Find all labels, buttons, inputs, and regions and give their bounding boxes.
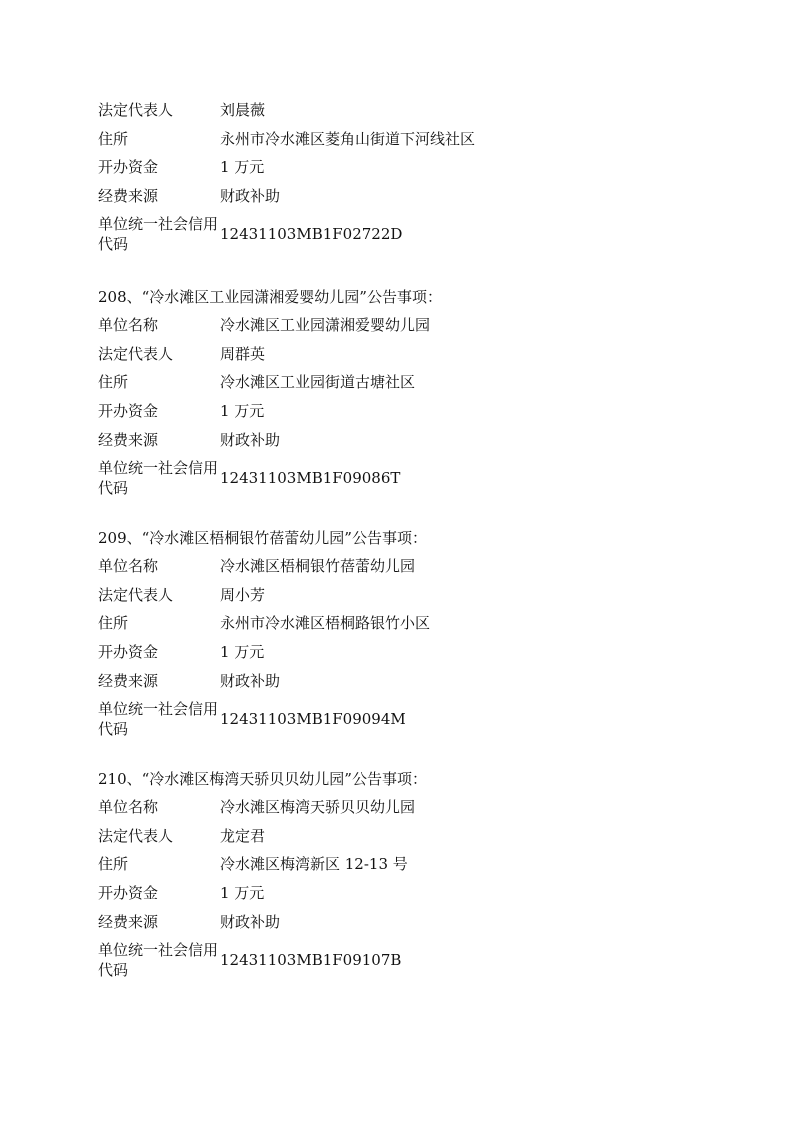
- row-label: 单位名称: [98, 557, 159, 576]
- info-row: [98, 609, 718, 638]
- info-row: [98, 125, 718, 154]
- row-label: 单位名称: [98, 316, 159, 335]
- row-label: 开办资金: [98, 643, 159, 662]
- row-value: 周小芳: [220, 585, 266, 604]
- info-row: [98, 695, 718, 743]
- announcement-entry: [98, 765, 718, 984]
- row-label: 经费来源: [98, 187, 159, 206]
- info-row: [98, 311, 718, 340]
- entry-heading: 210、“冷水滩区梅湾天骄贝贝幼儿园”公告事项：: [98, 770, 427, 788]
- row-label: 法定代表人: [98, 101, 174, 120]
- row-value: 冷水滩区梅湾新区 12-13 号: [220, 855, 408, 874]
- row-label: 经费来源: [98, 912, 159, 931]
- info-row: [98, 822, 718, 851]
- info-row: [98, 638, 718, 667]
- row-label: 单位统一社会信用代码: [98, 458, 219, 497]
- info-row: [98, 666, 718, 695]
- row-label: 单位统一社会信用代码: [98, 699, 219, 738]
- row-label: 单位名称: [98, 798, 159, 817]
- row-value: 12431103MB1F09086T: [220, 468, 401, 487]
- row-label: 住所: [98, 373, 129, 392]
- row-label: 开办资金: [98, 402, 159, 421]
- row-value: 财政补助: [220, 671, 281, 690]
- row-value: 1 万元: [220, 158, 265, 177]
- row-label: 经费来源: [98, 430, 159, 449]
- announcement-entry: [98, 524, 718, 743]
- row-value: 12431103MB1F09107B: [220, 950, 402, 969]
- row-value: 12431103MB1F09094M: [220, 709, 406, 728]
- row-label: 单位统一社会信用代码: [98, 940, 219, 979]
- row-value: 冷水滩区工业园潇湘爱婴幼儿园: [220, 316, 431, 335]
- row-value: 刘晨薇: [220, 101, 266, 120]
- row-label: 经费来源: [98, 671, 159, 690]
- entry-continuation: [98, 96, 718, 258]
- entry-heading: 209、“冷水滩区梧桐银竹蓓蕾幼儿园”公告事项：: [98, 529, 427, 547]
- info-row: [98, 153, 718, 182]
- info-row: [98, 793, 718, 822]
- row-label: 法定代表人: [98, 826, 174, 845]
- info-row: [98, 850, 718, 879]
- info-row: [98, 397, 718, 426]
- info-row: [98, 96, 718, 125]
- info-row: [98, 907, 718, 936]
- row-label: 住所: [98, 129, 129, 148]
- info-row: [98, 340, 718, 369]
- row-label: 住所: [98, 855, 129, 874]
- row-label: 开办资金: [98, 884, 159, 903]
- row-value: 1 万元: [220, 643, 265, 662]
- row-value: 永州市冷水滩区菱角山街道下河线社区: [220, 129, 476, 148]
- info-row: [98, 552, 718, 581]
- row-value: 财政补助: [220, 430, 281, 449]
- row-value: 周群英: [220, 344, 266, 363]
- row-value: 1 万元: [220, 884, 265, 903]
- row-label: 法定代表人: [98, 344, 174, 363]
- row-value: 冷水滩区梅湾天骄贝贝幼儿园: [220, 798, 416, 817]
- row-value: 1 万元: [220, 402, 265, 421]
- row-value: 龙定君: [220, 826, 266, 845]
- info-row: [98, 425, 718, 454]
- row-value: 财政补助: [220, 187, 281, 206]
- entry-heading: 208、“冷水滩区工业园潇湘爱婴幼儿园”公告事项：: [98, 288, 442, 306]
- row-value: 永州市冷水滩区梧桐路银竹小区: [220, 614, 431, 633]
- info-row: [98, 454, 718, 502]
- info-row: [98, 581, 718, 610]
- row-value: 冷水滩区工业园街道古塘社区: [220, 373, 416, 392]
- info-row: [98, 879, 718, 908]
- info-row: [98, 936, 718, 984]
- info-row: [98, 368, 718, 397]
- info-row: [98, 210, 718, 258]
- info-row: [98, 182, 718, 211]
- row-label: 开办资金: [98, 158, 159, 177]
- row-value: 冷水滩区梧桐银竹蓓蕾幼儿园: [220, 557, 416, 576]
- row-value: 12431103MB1F02722D: [220, 225, 403, 244]
- announcement-entry: [98, 283, 718, 502]
- row-label: 住所: [98, 614, 129, 633]
- row-label: 法定代表人: [98, 585, 174, 604]
- row-value: 财政补助: [220, 912, 281, 931]
- row-label: 单位统一社会信用代码: [98, 215, 219, 254]
